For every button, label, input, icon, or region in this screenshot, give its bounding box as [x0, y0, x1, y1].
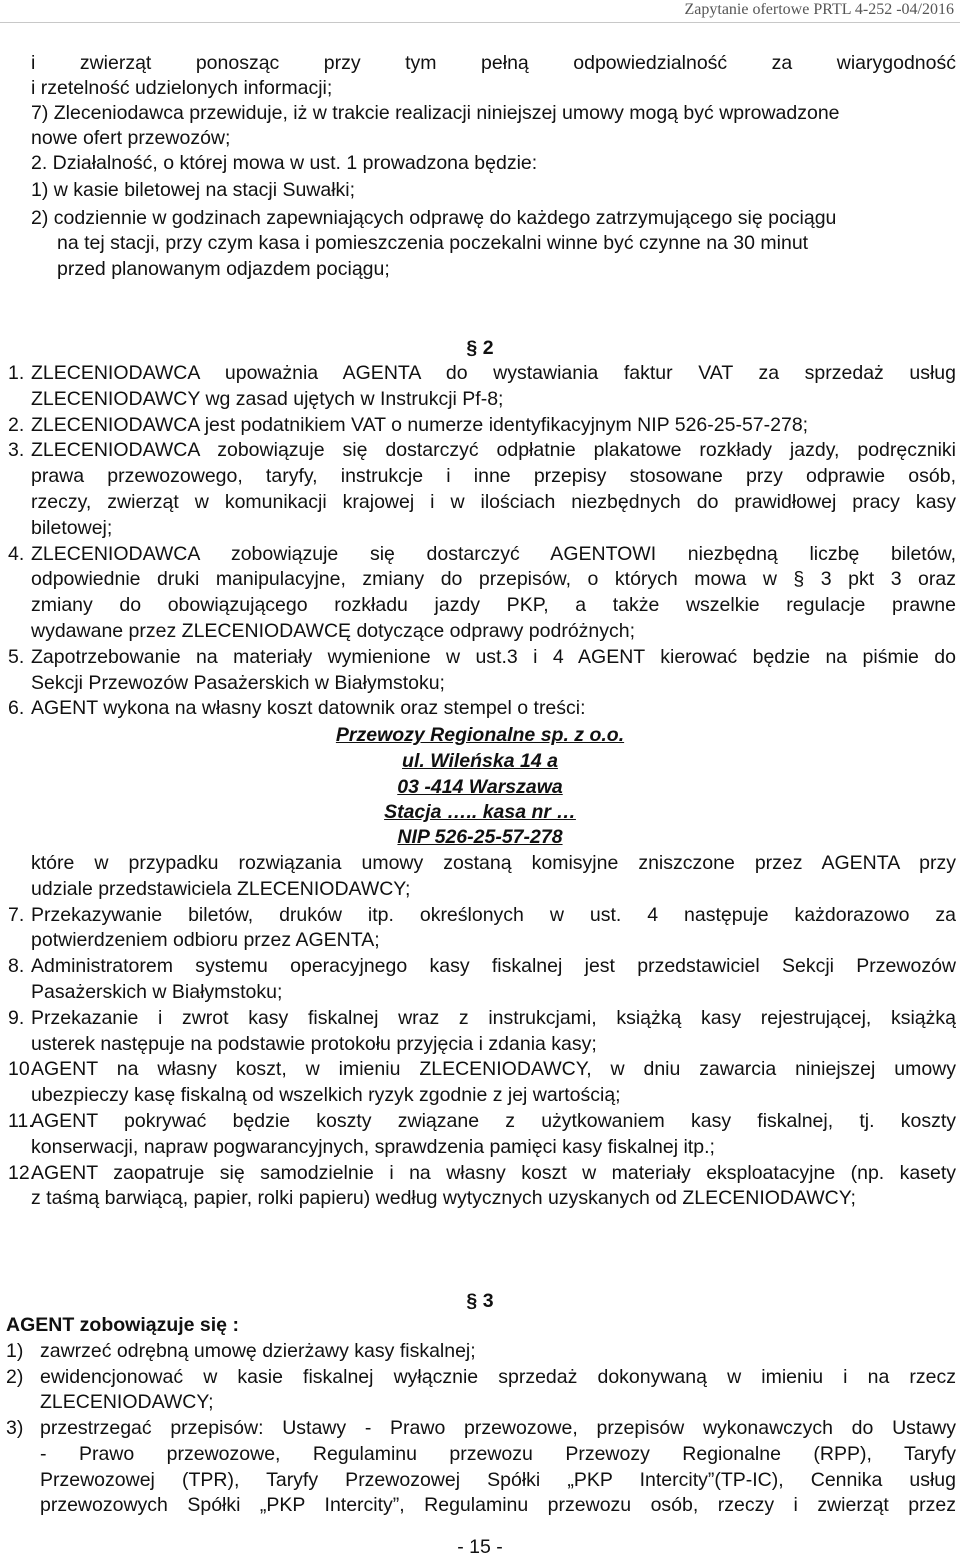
list-item-text: potwierdzeniem odbioru przez AGENTA; — [31, 929, 380, 952]
list-number: 3. — [8, 439, 25, 462]
page-header — [0, 0, 960, 23]
stamp-line: Przewozy Regionalne sp. z o.o. — [335, 724, 625, 746]
list-item-text: zawrzeć odrębną umowę dzierżawy kasy fiskalnej; — [40, 1340, 476, 1362]
text-line: 2. Działalność, o której mowa w ust. 1 prowadzona będzie: — [31, 152, 538, 174]
list-number: 3) — [6, 1417, 24, 1440]
paragraph-symbol: § — [466, 337, 478, 359]
list-number: 2) — [6, 1365, 24, 1388]
list-item-text: Przekazywanie biletów, druków itp. określonych w ust. 4 następuje każdorazowo za — [31, 903, 956, 926]
section-heading — [0, 1289, 960, 1314]
section-heading — [0, 336, 960, 361]
list-number: 6. — [8, 697, 25, 720]
list-number: 1. — [8, 362, 25, 384]
list-number: 11. — [8, 1110, 34, 1132]
list-item-text: ZLECENIODAWCY; — [40, 1391, 214, 1414]
list-item-text: udziale przedstawiciela ZLECENIODAWCY; — [31, 877, 411, 900]
stamp-line: Stacja ….. kasa nr … — [384, 801, 576, 823]
list-item-text: przewozowych Spółki „PKP Intercity”, Regulaminu przewozu osób, rzeczy i zwierząt przez — [40, 1494, 956, 1517]
stamp-line: ul. Wileńska 14 a — [402, 750, 558, 772]
list-number: 1) — [6, 1340, 24, 1362]
text-line: 1) w kasie biletowej na stacji Suwałki; — [31, 179, 356, 201]
section-3-title: AGENT zobowiązuje się : — [6, 1314, 239, 1336]
list-item-text: ZLECENIODAWCA zobowiązuje się dostarczyć odpłatnie plakatowe rozkłady jazdy, podręczniki — [31, 439, 956, 462]
list-item-text: rzeczy, zwierząt w komunikacji krajowej i w ilościach niezbędnych do prawidłowej pracy kasy — [31, 491, 956, 513]
list-item-text: AGENT wykona na własny koszt datownik oraz stempel o treści: — [31, 697, 586, 720]
list-item-text: ZLECENIODAWCA jest podatnikiem VAT o numerze identyfikacyjnym NIP 526-25-57-278; — [31, 413, 809, 436]
list-item-text: ZLECENIODAWCY wg zasad ujętych w Instrukcji Pf-8; — [31, 387, 504, 410]
list-item-text: AGENT pokrywać będzie koszty związane z użytkowaniem kasy fiskalnej, tj. koszty — [31, 1110, 956, 1132]
text-line: i zwierząt ponosząc przy tym pełną odpowiedzialność za wiarygodność — [31, 52, 956, 74]
list-item-text: przestrzegać przepisów: Ustawy - Prawo przewozowe, przepisów wykonawczych do Ustawy — [40, 1417, 956, 1440]
header-title: Zapytanie ofertowe PRTL 4-252 -04/2016 — [684, 1, 954, 18]
list-number: 4. — [8, 542, 25, 565]
paragraph-symbol: § — [466, 1290, 478, 1312]
list-number: 9. — [8, 1006, 25, 1029]
list-item-text: które w przypadku rozwiązania umowy zostaną komisyjne zniszczone przez AGENTA przy — [31, 852, 956, 874]
list-item-text: zmiany do obowiązującego rozkładu jazdy PKP, a także wszelkie regulacje prawne — [31, 594, 956, 617]
list-item-text: z taśmą barwiącą, papier, rolki papieru) według wytycznych uzyskanych od ZLECENIODAWCY; — [31, 1187, 856, 1210]
section-number: 2 — [482, 337, 494, 359]
list-item-text: Pasażerskich w Białymstoku; — [31, 981, 283, 1003]
list-item-text: ewidencjonować w kasie fiskalnej wyłącznie sprzedaż dokonywaną w imieniu i na rzecz — [40, 1365, 956, 1388]
list-item-text: usterek następuje na podstawie protokołu przyjęcia i zdania kasy; — [31, 1032, 597, 1055]
list-item-text: konserwacji, napraw pogwarancyjnych, sprawdzenia pamięci kasy fiskalnej itp.; — [31, 1135, 715, 1158]
text-line: 2) codziennie w godzinach zapewniających odprawę do każdego zatrzymującego się pociągu — [31, 207, 837, 229]
list-item-text: AGENT na własny koszt, w imieniu ZLECENIODAWCY, w dniu zawarcia niniejszej umowy — [31, 1058, 956, 1081]
list-item-text: Sekcji Przewozów Pasażerskich w Białymstoku; — [31, 671, 445, 694]
list-item-text: Administratorem systemu operacyjnego kasy fiskalnej jest przedstawiciel Sekcji Przewozów — [31, 955, 956, 978]
list-item-text: ZLECENIODAWCA upoważnia AGENTA do wystawiania faktur VAT za sprzedaż usług — [31, 362, 956, 384]
list-number: 5. — [8, 645, 25, 668]
list-item-text: prawa przewozowego, taryfy, instrukcje i inne przepisy stosowane przy odprawie osób, — [31, 465, 956, 488]
list-item-text: Zapotrzebowanie na materiały wymienione w ust.3 i 4 AGENT kierować będzie na piśmie do — [31, 645, 956, 668]
list-number: 10. — [8, 1058, 36, 1081]
section-number: 3 — [482, 1290, 494, 1312]
list-item-text: AGENT zaopatruje się samodzielnie i na własny koszt w materiały eksploatacyjne (np. kasety — [31, 1161, 956, 1184]
text-line: i rzetelność udzielonych informacji; — [31, 77, 333, 99]
list-item-text: - Prawo przewozowe, Regulaminu przewozu Przewozy Regionalne (RPP), Taryfy — [40, 1442, 956, 1465]
list-item-text: Przekazanie i zwrot kasy fiskalnej wraz z instrukcjami, książką kasy rejestrującej, książką — [31, 1006, 956, 1029]
list-item-text: ubezpieczy kasę fiskalną od wszelkich ryzyk zgodnie z jej wartością; — [31, 1084, 621, 1107]
list-number: 12. — [8, 1161, 36, 1184]
list-item-text: biletowej; — [31, 516, 113, 539]
text-line: 7) Zleceniodawca przewiduje, iż w trakcie realizacji niniejszej umowy mogą być wprowadzone — [31, 102, 840, 124]
text-line: nowe ofert przewozów; — [31, 127, 231, 149]
list-item-text: odpowiednie druki manipulacyjne, zmiany do przepisów, o których mowa w § 3 pkt 3 oraz — [31, 568, 956, 591]
list-item-text: Przewozowej (TPR), Taryfy Przewozowej Spółki „PKP Intercity”(TP-IC), Cennika usług — [40, 1468, 956, 1491]
page-number: - 15 - — [457, 1536, 503, 1558]
list-number: 8. — [8, 955, 25, 978]
text-line: przed planowanym odjazdem pociągu; — [57, 258, 390, 280]
list-number: 7. — [8, 903, 25, 926]
text-line: na tej stacji, przy czym kasa i pomieszczenia poczekalni winne być czynne na 30 minut — [57, 232, 809, 254]
list-number: 2. — [8, 413, 25, 436]
stamp-line: 03 -414 Warszawa — [397, 776, 563, 798]
stamp-line: NIP 526-25-57-278 — [397, 826, 563, 848]
list-item-text: ZLECENIODAWCA zobowiązuje się dostarczyć AGENTOWI niezbędną liczbę biletów, — [31, 542, 956, 565]
list-item-text: wydawane przez ZLECENIODAWCĘ dotyczące odprawy podróżnych; — [31, 620, 636, 642]
